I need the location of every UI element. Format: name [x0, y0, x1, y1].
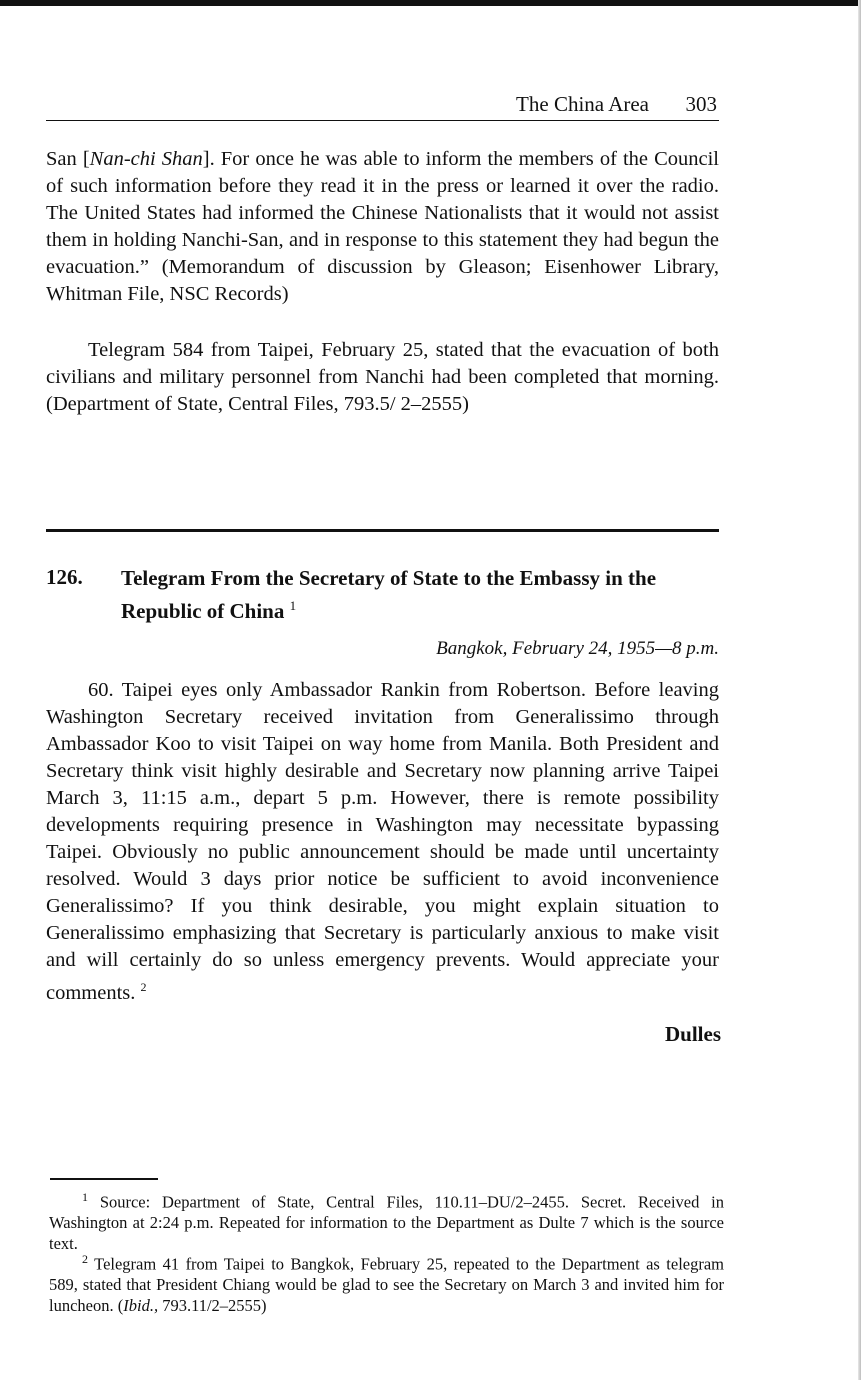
- footnote-2-text: Telegram 41 from Taipei to Bangkok, February 25, repeated to the Department as telegram 589, stated that President Chiang would be glad to see the Secretary on March 3 and invited him for luncheon. (: [49, 1254, 725, 1315]
- document-number: 126.: [46, 565, 83, 589]
- footnote-1: [49, 1187, 724, 1254]
- continued-paragraph-1: [46, 146, 719, 308]
- footnote-rule: [50, 1178, 158, 1180]
- continued-paragraph-2: Telegram 584 from Taipei, February 25, stated that the evacuation of both civilians and military personnel from Nanchi had been completed that morning. (Department of State, Central Files, 793.5/ 2–2555): [46, 339, 719, 415]
- footnote-1-marker: 1: [82, 1190, 88, 1204]
- document-title-text: Telegram From the Secretary of State to the Embassy in the Republic of China: [121, 566, 657, 623]
- document-title-footnote-marker: 1: [289, 598, 297, 613]
- footnote-2-text-end: 793.11/2–2555): [158, 1295, 267, 1315]
- signature: Dulles: [664, 1022, 721, 1046]
- dateline: Bangkok, February 24, 1955—8 p.m.: [436, 638, 719, 659]
- footnote-2-marker: 2: [82, 1252, 88, 1266]
- footnote-1-text: Source: Department of State, Central Files, 110.11–DU/2–2455. Secret. Received in Washington at 2:24 p.m. Repeated for information to the Department as Dulte 7 which is the source text.: [49, 1192, 725, 1253]
- continued-paragraph-1-italic: Nan-chi Shan: [89, 148, 203, 170]
- running-head-title: The China Area: [516, 92, 649, 116]
- continued-paragraph-1-prefix: San [: [46, 148, 90, 170]
- page-number: 303: [685, 92, 717, 116]
- section-divider: [46, 529, 719, 532]
- running-head: [46, 90, 719, 121]
- footnote-2: [49, 1249, 724, 1316]
- continued-paragraph-1-rest: ]. For once he was able to inform the members of the Council of such information before they read it in the press or learned it over the radio. The United States had informed the Chinese Nationalists that it would not assist them in holding Nanchi-San, and in response to this statement they had begun the evacuation.” (Memorandum of discussion by Gleason; Eisenhower Library, Whitman File, NSC Records): [46, 148, 720, 305]
- document-title: [121, 565, 711, 625]
- footnote-2-ibid: Ibid.,: [123, 1295, 159, 1315]
- page-top-edge: [0, 0, 861, 6]
- telegram-body-footnote-marker: 2: [140, 980, 147, 994]
- telegram-body-text: 60. Taipei eyes only Ambassador Rankin from Robertson. Before leaving Washington Secretary received invitation from Generalissimo through Ambassador Koo to visit Taipei on way home from Manila. Both President and Secretary think visit highly desirable and Secretary now planning arrive Taipei March 3, 11:15 a.m., depart 5 p.m. However, there is remote possibility developments requiring presence in Washington may necessitate bypassing Taipei. Obviously no public announcement should be made until uncertainty resolved. Would 3 days prior notice be sufficient to avoid inconvenience Generalissimo? If you think desirable, you might explain situation to Generalissimo emphasizing that Secretary is particularly anxious to make visit and will certainly do so unless emergency prevents. Would appreciate your comments.: [46, 679, 719, 1004]
- telegram-body: [46, 677, 719, 1007]
